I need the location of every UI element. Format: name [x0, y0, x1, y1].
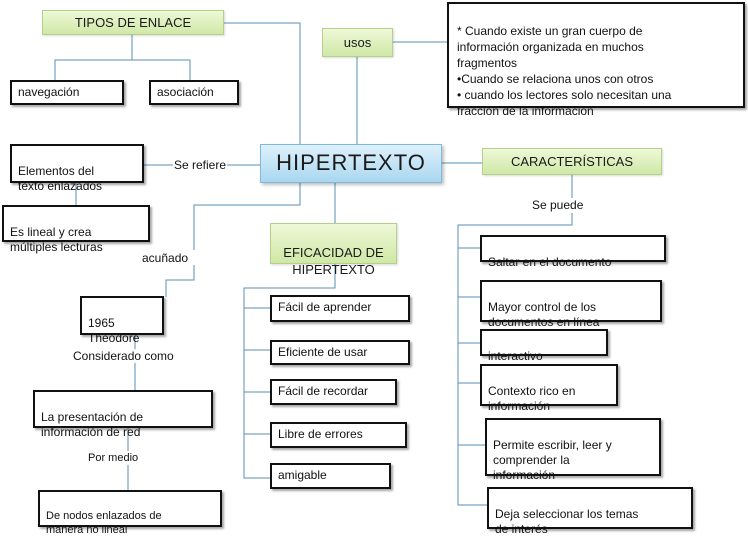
navegacion-node [10, 80, 124, 105]
eficacia-text: amigable [278, 468, 327, 482]
caracteristica-item [487, 487, 693, 536]
usos-note-text: * Cuando existe un gran cuerpo de información organizada en muchos fragmentos •Cuando se relaciona unos con otros • cuando los lectores solo necesitan una fracción de la información [457, 24, 672, 118]
se-puede-label: Se puede [532, 198, 584, 212]
eficacia-node [270, 223, 397, 277]
eficacia-text: Eficiente de usar [278, 345, 368, 359]
asociacion-node [149, 80, 239, 105]
presentacion-text: La presentación de información de red [41, 410, 144, 439]
eficacia-text: Libre de errores [278, 427, 363, 441]
elementos-node [10, 144, 144, 193]
nodos-node [38, 490, 222, 536]
nodos-text: De nodos enlazados de manera no lineal [46, 510, 162, 536]
tipos-de-enlace-node [42, 10, 224, 35]
caracteristica-text: Contexto rico en información [488, 384, 576, 413]
usos-node [322, 28, 393, 57]
por-medio-label: Por medio [88, 452, 139, 464]
eficacia-item [270, 340, 410, 365]
tipos-de-enlace-title: TIPOS DE ENLACE [74, 15, 192, 30]
asociacion-text: asociación [157, 85, 214, 99]
presentacion-node [33, 390, 213, 439]
caracteristica-item [480, 329, 608, 363]
eficacia-item [270, 295, 410, 322]
eficacia-text: Fácil de recordar [278, 384, 369, 398]
caracteristica-text: interactivo [488, 349, 543, 363]
caracteristicas-node [482, 148, 662, 175]
caracteristica-text: Mayor control de los documentos en línea [488, 300, 600, 329]
se-refiere-label: Se refiere [174, 158, 227, 172]
acunado-label: acuñado [142, 251, 189, 265]
eficacia-item [270, 379, 397, 405]
hipertexto-central-node [260, 144, 442, 183]
eficacia-item [270, 422, 407, 448]
caracteristicas-title: CARACTERÍSTICAS [510, 154, 634, 169]
elementos-text: Elementos del texto enlazados [18, 164, 103, 193]
es-lineal-text: Es lineal y crea múltiples lecturas [10, 225, 103, 254]
caracteristica-text: Permite escribir, leer y comprender la información [493, 438, 612, 482]
caracteristica-item [480, 280, 662, 329]
eficacia-item [270, 463, 391, 489]
usos-note-node [447, 2, 745, 118]
caracteristica-item [480, 235, 666, 269]
considerado-label: Considerado como [73, 349, 174, 363]
year-text: 1965 Theodore [88, 316, 140, 345]
caracteristica-item [485, 418, 661, 482]
caracteristica-text: Deja seleccionar los temas de interés [495, 507, 639, 536]
es-lineal-node [2, 205, 150, 254]
eficacia-title: EFICACIDAD DE HIPERTEXTO [283, 245, 384, 277]
caracteristica-text: Saltar en el documento [488, 255, 612, 269]
caracteristica-item [480, 364, 618, 413]
eficacia-text: Fácil de aprender [278, 300, 372, 314]
usos-title: usos [343, 35, 372, 50]
navegacion-text: navegación [18, 85, 80, 99]
hipertexto-title: HIPERTEXTO [276, 150, 426, 175]
year-node [80, 296, 164, 345]
